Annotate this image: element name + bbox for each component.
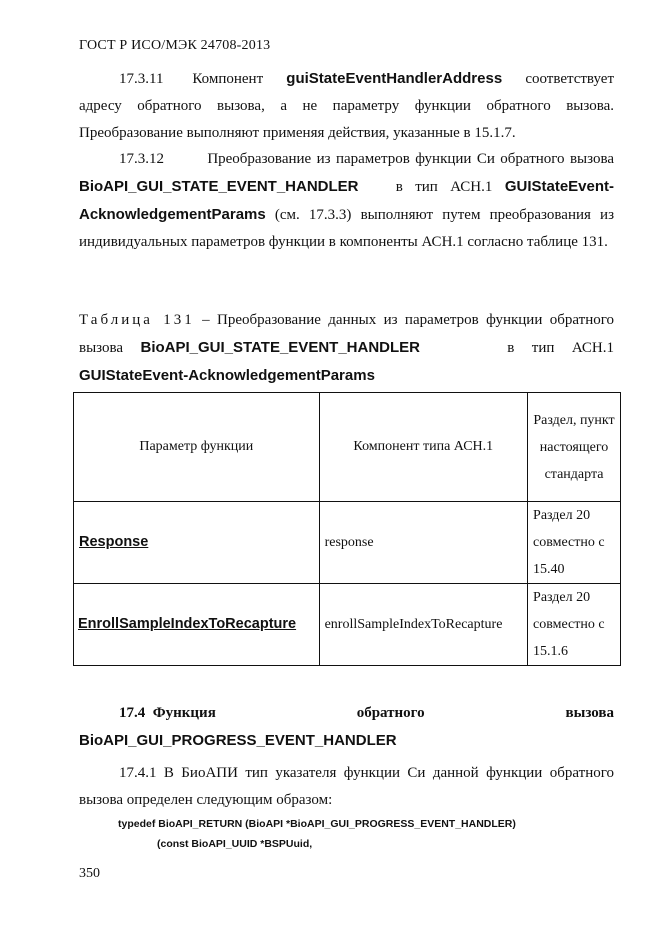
- table-label: Таблица 131: [79, 312, 195, 328]
- clause-text: Компонент: [192, 71, 264, 87]
- param-cell: Response: [79, 534, 149, 550]
- clause-number: 17.3.12: [119, 151, 164, 167]
- section-heading: [79, 700, 614, 727]
- component-cell: enrollSampleIndexToRecapture: [319, 584, 527, 666]
- clause-text: соответствует адресу обратного вызова, а не параметру функции обратного вызова. Преобразование выполняют применяя действия, указанные в 15.1.7.: [79, 71, 615, 141]
- table-row: [74, 502, 621, 584]
- header-cell: Раздел, пункт настоящего стандарта: [528, 393, 621, 502]
- section-title-word: обратного: [356, 705, 425, 721]
- code-identifier: GUIStateEvent-AcknowledgementParams: [79, 178, 615, 223]
- page-number: 350: [79, 866, 100, 881]
- clause-number: 17.3.11: [119, 71, 164, 87]
- param-cell: EnrollSampleIndexToRecapture: [78, 616, 297, 632]
- caption-text: – Преобразование данных из параметров функции обратного вызова: [79, 312, 614, 356]
- code-identifier: BioAPI_GUI_STATE_EVENT_HANDLER: [140, 339, 420, 356]
- code-identifier: BioAPI_GUI_STATE_EVENT_HANDLER: [79, 178, 359, 195]
- header-cell: Компонент типа АСН.1: [319, 393, 527, 502]
- table-header-row: [74, 393, 621, 502]
- code-line: typedef BioAPI_RETURN (BioAPI *BioAPI_GUI_PROGRESS_EVENT_HANDLER): [118, 818, 516, 830]
- reference-cell: Раздел 20 совместно с 15.1.6: [528, 584, 621, 666]
- code-identifier: guiStateEventHandlerAddress: [286, 70, 503, 87]
- paragraph-17-3-11: [79, 65, 614, 147]
- code-line: (const BioAPI_UUID *BSPUuid,: [157, 838, 313, 850]
- code-identifier: GUIStateEvent-AcknowledgementParams: [79, 367, 375, 384]
- section-title-word: вызова: [565, 705, 614, 721]
- code-identifier: BioAPI_GUI_PROGRESS_EVENT_HANDLER: [79, 732, 397, 749]
- table-caption: [79, 307, 614, 390]
- paragraph-17-3-12: [79, 146, 614, 256]
- table-row: [74, 584, 621, 666]
- section-number-title: 17.4 Функция: [119, 705, 216, 721]
- header-cell: Параметр функции: [74, 393, 320, 502]
- page-header: ГОСТ Р ИСО/МЭК 24708-2013: [79, 38, 271, 53]
- reference-cell: Раздел 20 совместно с 15.40: [528, 502, 621, 584]
- clause-text: (см. 17.3.3) выполняют путем преобразования из индивидуальных параметров функции в компоненты АСН.1 согласно таблице 131.: [79, 207, 614, 250]
- clause-text: Преобразование из параметров функции Си обратного вызова: [207, 151, 615, 167]
- paragraph-17-4-1: 17.4.1 В БиоАПИ тип указателя функции Си данной функции обратного вызова определен следующим образом:: [79, 765, 614, 808]
- section-code-line: [79, 727, 614, 755]
- clause-text: в тип АСН.1: [395, 179, 493, 195]
- caption-text: в тип АСН.1: [507, 340, 615, 356]
- mapping-table: [73, 392, 621, 666]
- component-cell: response: [319, 502, 527, 584]
